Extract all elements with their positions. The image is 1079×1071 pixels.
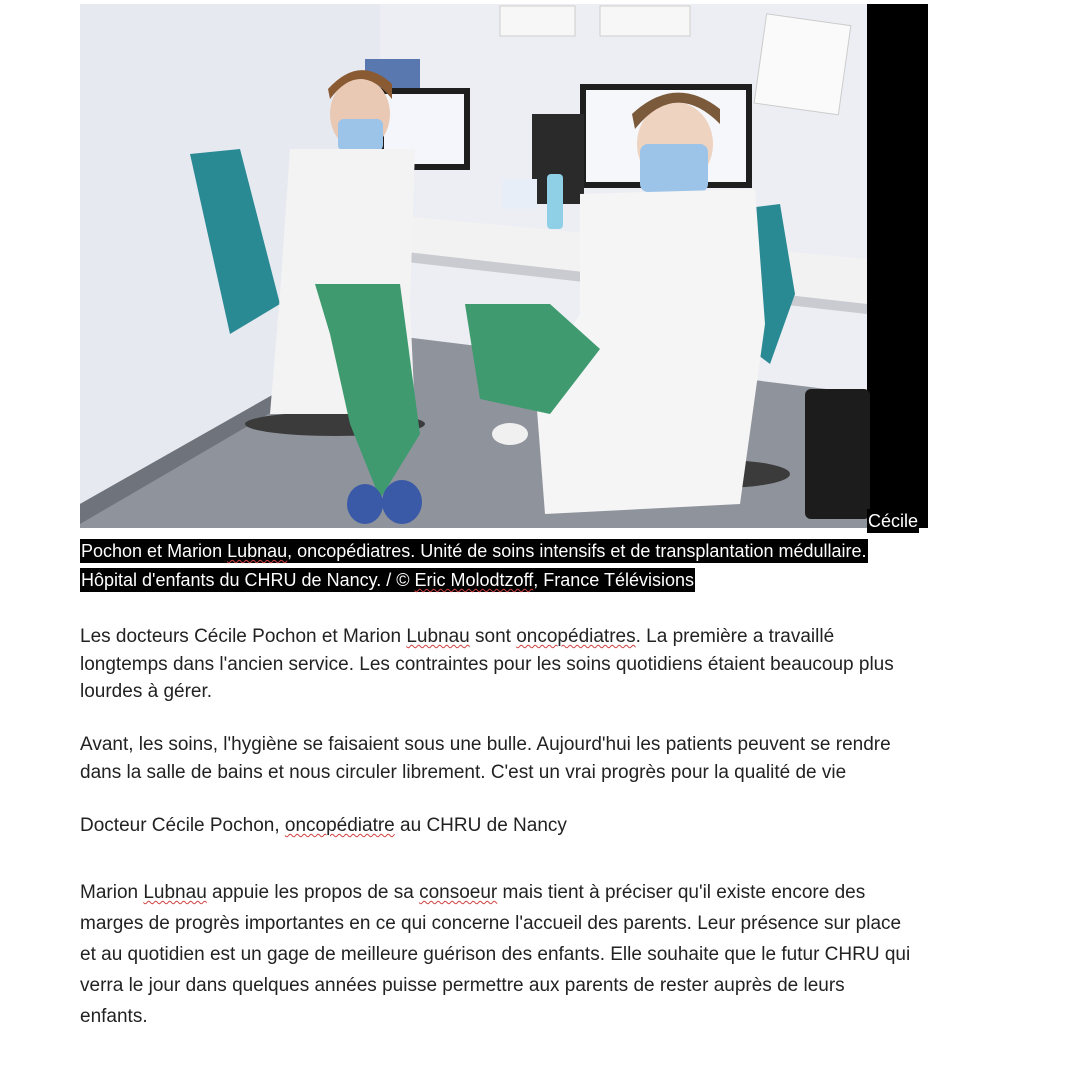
paragraph-text: Avant, les soins, l'hygiène se faisaient sous une bulle. Aujourd'hui les patients peuvent se rendre xyxy=(80,734,891,755)
paragraph-intro xyxy=(80,623,1010,706)
caption-text: , France Télévisions xyxy=(533,570,694,590)
spellcheck-word: Lubnau xyxy=(227,541,288,561)
photo-illustration xyxy=(80,4,928,528)
paragraph-text: marges de progrès importantes en ce qui concerne l'accueil des parents. Leur présence sur place xyxy=(80,913,902,934)
paragraph-text: longtemps dans l'ancien service. Les contraintes pour les soins quotidiens étaient beaucoup plus xyxy=(80,653,894,675)
caption-text: Pochon et Marion xyxy=(81,541,228,561)
spellcheck-word: oncopédiatre xyxy=(284,815,395,836)
spellcheck-word: Lubnau xyxy=(406,626,470,647)
paragraph-text: et au quotidien est un gage de meilleure guérison des enfants. Elle souhaite que le futur CHRU qui xyxy=(80,944,911,965)
paragraph-text: Les docteurs Cécile Pochon et Marion xyxy=(80,626,407,647)
spellcheck-word: oncopédiatres xyxy=(516,626,636,647)
paragraph-text: . La première a travaillé xyxy=(635,626,835,647)
paragraph-text: au CHRU de Nancy xyxy=(394,815,567,836)
paragraph-text: enfants. xyxy=(80,1006,148,1027)
paragraph-text: lourdes à gérer. xyxy=(80,681,213,702)
quote-attribution xyxy=(80,813,1010,839)
paragraph-text: mais tient à préciser qu'il existe encore des xyxy=(497,882,866,903)
caption-text: Cécile xyxy=(868,511,919,531)
paragraph-text: Docteur Cécile Pochon, xyxy=(80,815,285,836)
photo-caption-line-2 xyxy=(80,539,868,563)
caption-text: , oncopédiatres. Unité de soins intensifs et de transplantation médullaire. xyxy=(287,541,867,561)
caption-text: Hôpital d'enfants du CHRU de Nancy. / © xyxy=(81,570,415,590)
paragraph-text: appuie les propos de sa xyxy=(206,882,420,903)
spellcheck-word: Eric Molodtzoff xyxy=(414,570,534,590)
paragraph-text: sont xyxy=(469,626,517,647)
spellcheck-word: Lubnau xyxy=(143,882,207,903)
paragraph-text: dans la salle de bains et nous circuler librement. C'est un vrai progrès pour la qualité de vie xyxy=(80,762,847,783)
photo-caption-line-1 xyxy=(867,509,919,533)
paragraph-body xyxy=(80,877,1010,1032)
paragraph-text: Marion xyxy=(80,882,144,903)
paragraph-text: verra le jour dans quelques années puisse permettre aux parents de rester auprès de leurs xyxy=(80,975,845,996)
spellcheck-word: consoeur xyxy=(419,882,498,903)
paragraph-quote xyxy=(80,731,1010,787)
photo-caption-line-3 xyxy=(80,568,695,592)
article-photo xyxy=(80,4,928,528)
